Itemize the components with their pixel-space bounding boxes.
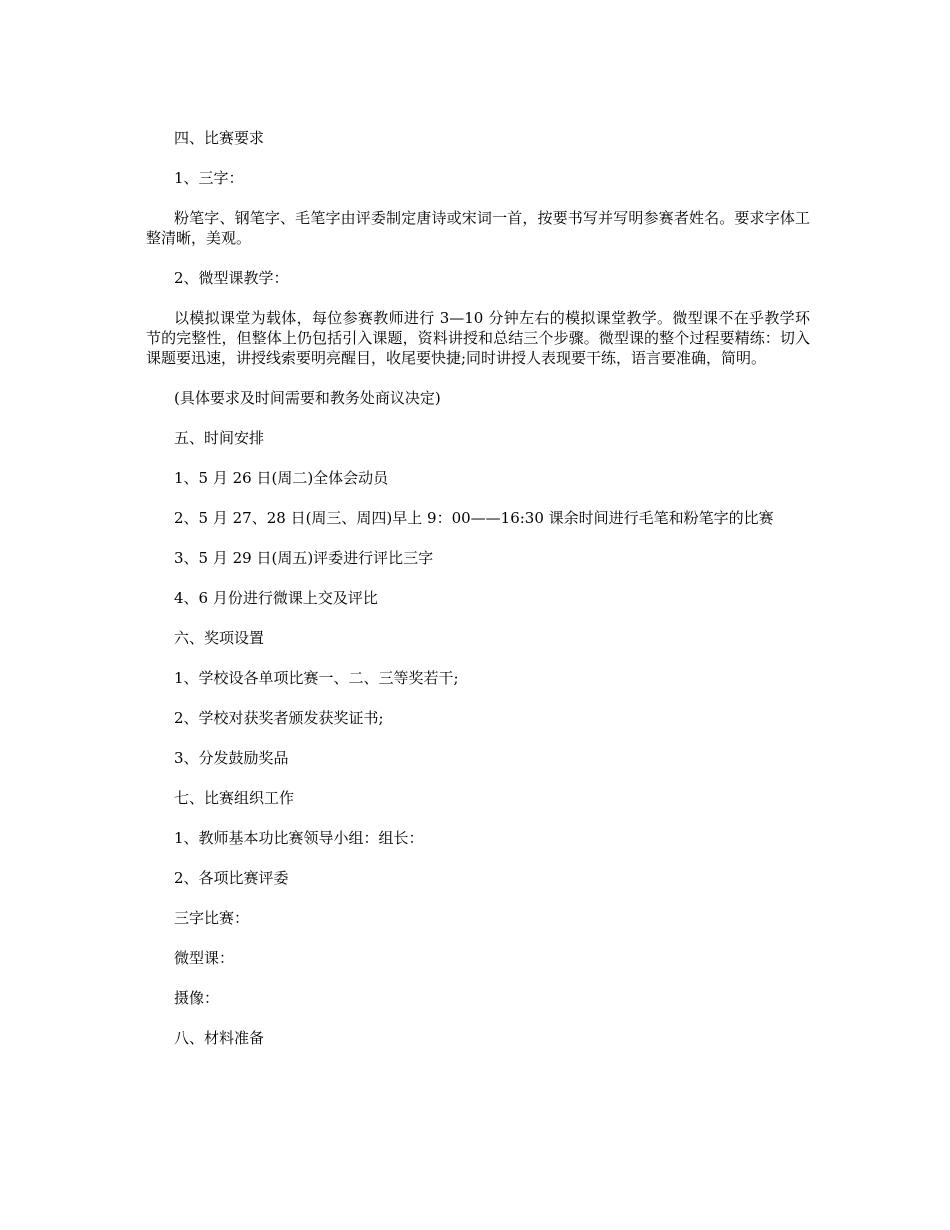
organization-item-2: 2、各项比赛评委 [174,869,289,887]
section-heading-schedule: 五、时间安排 [174,429,265,447]
schedule-item-3: 3、5 月 29 日(周五)评委进行评比三字 [174,549,434,567]
section-heading-awards: 六、奖项设置 [174,629,265,647]
schedule-item-1: 1、5 月 26 日(周二)全体会动员 [174,469,389,487]
award-item-1: 1、学校设各单项比赛一、二、三等奖若干; [174,669,459,687]
section-heading-materials: 八、材料准备 [174,1029,265,1047]
section-heading-competition-requirements: 四、比赛要求 [174,129,265,147]
item-three-characters: 1、三字： [174,169,244,187]
note-specific-requirements: (具体要求及时间需要和教务处商议决定) [174,389,441,407]
schedule-item-4: 4、6 月份进行微课上交及评比 [174,589,378,607]
judge-camera: 摄像： [174,989,220,1007]
paragraph-calligraphy-rules: 粉笔字、钢笔字、毛笔字由评委制定唐诗或宋词一首，按要书写并写明参赛者姓名。要求字体工整清晰，美观。 [146,209,810,247]
paragraph-micro-lesson-rules: 以模拟课堂为载体，每位参赛教师进行 3—10 分钟左右的模拟课堂教学。微型课不在乎教学环节的完整性，但整体上仍包括引入课题，资料讲授和总结三个步骤。微型课的整个过程要精练：切入课题要迅速，讲授线索要明亮醒目，收尾要快捷;同时讲授人表现要干练，语言要准确，简明。 [146,309,810,367]
section-heading-organization: 七、比赛组织工作 [174,789,295,807]
judge-micro-lesson: 微型课： [174,949,235,967]
award-item-3: 3、分发鼓励奖品 [174,749,289,767]
document-body [146,128,810,1068]
organization-item-1: 1、教师基本功比赛领导小组：组长： [174,829,424,847]
award-item-2: 2、学校对获奖者颁发获奖证书; [174,709,384,727]
schedule-item-2: 2、5 月 27、28 日(周三、周四)早上 9：00——16:30 课余时间进行毛笔和粉笔字的比赛 [174,509,774,527]
judge-three-characters: 三字比赛： [174,909,250,927]
item-micro-lesson: 2、微型课教学： [174,269,289,287]
